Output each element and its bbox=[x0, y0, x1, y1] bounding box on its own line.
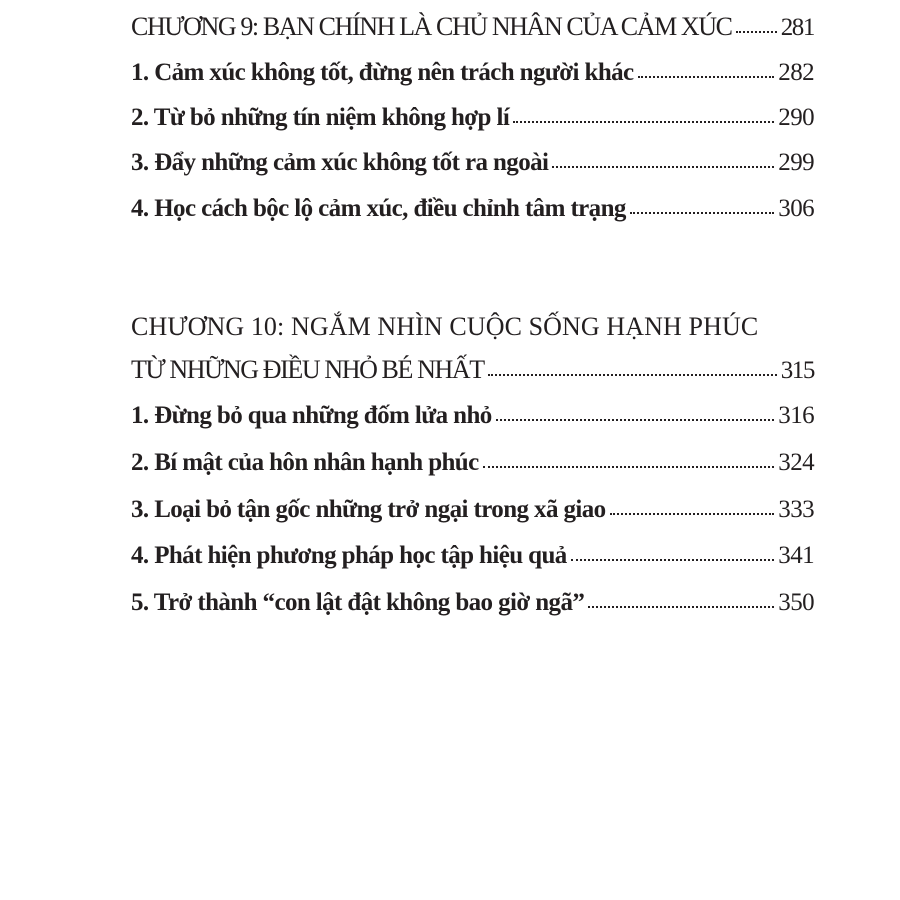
entry-title: 4. Phát hiện phương pháp học tập hiệu quả bbox=[131, 542, 567, 569]
toc-entry bbox=[131, 104, 814, 132]
page-number: 281 bbox=[780, 14, 814, 41]
page-number: 282 bbox=[778, 59, 814, 86]
chapter-title: CHƯƠNG 9: BẠN CHÍNH LÀ CHỦ NHÂN CỦA CẢM XÚC bbox=[131, 12, 732, 41]
toc-chapter-10-title-line1: CHƯƠNG 10: NGẮM NHÌN CUỘC SỐNG HẠNH PHÚC bbox=[131, 312, 759, 341]
dot-leader bbox=[552, 166, 774, 168]
page-number: 350 bbox=[778, 589, 814, 616]
dot-leader bbox=[483, 466, 775, 468]
page-number: 316 bbox=[778, 402, 814, 429]
toc-chapter-10 bbox=[131, 355, 814, 385]
toc-entry bbox=[131, 496, 814, 524]
page-number: 315 bbox=[780, 357, 814, 384]
page-number: 341 bbox=[778, 542, 814, 569]
page-number: 306 bbox=[778, 195, 814, 222]
dot-leader bbox=[588, 606, 774, 608]
entry-title: 5. Trở thành “con lật đật không bao giờ ngã” bbox=[131, 589, 585, 616]
toc-entry bbox=[131, 449, 814, 477]
entry-title: 2. Bí mật của hôn nhân hạnh phúc bbox=[131, 449, 479, 476]
toc-entry bbox=[131, 59, 814, 87]
dot-leader bbox=[638, 76, 775, 78]
page-number: 324 bbox=[778, 449, 814, 476]
toc-entry bbox=[131, 542, 814, 570]
page-number: 290 bbox=[778, 104, 814, 131]
chapter-title: TỪ NHỮNG ĐIỀU NHỎ BÉ NHẤT bbox=[131, 355, 484, 384]
entry-title: 4. Học cách bộc lộ cảm xúc, điều chỉnh tâm trạng bbox=[131, 195, 626, 222]
dot-leader bbox=[571, 559, 775, 561]
entry-title: 2. Từ bỏ những tín niệm không hợp lí bbox=[131, 104, 510, 131]
dot-leader bbox=[610, 513, 775, 515]
entry-title: 3. Đẩy những cảm xúc không tốt ra ngoài bbox=[131, 149, 549, 176]
dot-leader bbox=[488, 374, 777, 376]
toc-entry bbox=[131, 589, 814, 617]
page-number: 333 bbox=[778, 496, 814, 523]
toc-entry bbox=[131, 402, 814, 430]
entry-title: 1. Đừng bỏ qua những đốm lửa nhỏ bbox=[131, 402, 492, 429]
toc-chapter-9 bbox=[131, 12, 814, 42]
dot-leader bbox=[630, 212, 775, 214]
page-number: 299 bbox=[778, 149, 814, 176]
toc-entry bbox=[131, 149, 814, 177]
entry-title: 1. Cảm xúc không tốt, đừng nên trách người khác bbox=[131, 59, 634, 86]
dot-leader bbox=[496, 419, 775, 421]
entry-title: 3. Loại bỏ tận gốc những trở ngại trong xã giao bbox=[131, 496, 606, 523]
toc-entry bbox=[131, 195, 814, 223]
dot-leader bbox=[513, 121, 774, 123]
dot-leader bbox=[736, 31, 777, 33]
